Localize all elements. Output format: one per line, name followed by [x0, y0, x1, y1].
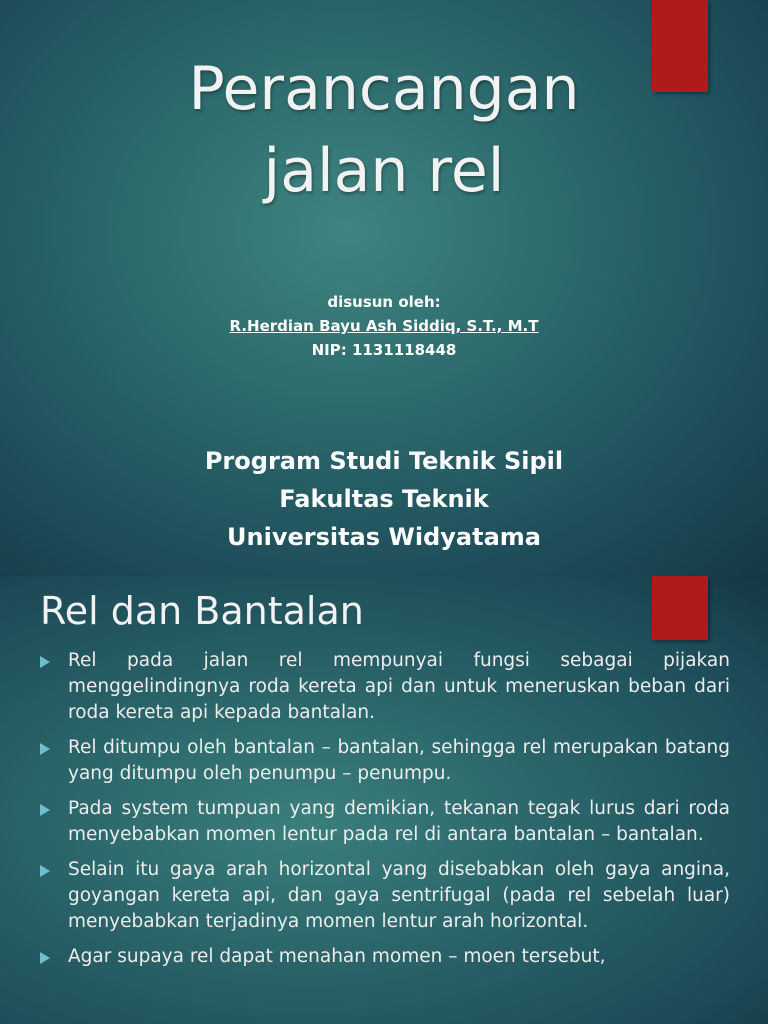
- slide-title: [0, 48, 768, 212]
- bullet-text: Selain itu gaya arah horizontal yang disebabkan oleh gaya angina, goyangan kereta api, dan gaya sentrifugal (pada rel sebelah luar) menyebabkan terjadinya momen lentur arah horizontal.: [68, 859, 730, 932]
- author-block: [0, 290, 768, 362]
- author-nip: NIP: 1131118448: [311, 341, 457, 359]
- triangle-bullet-icon: [40, 743, 50, 755]
- red-accent-tab: [652, 576, 708, 640]
- bullet-item: [40, 944, 730, 970]
- bullet-text: Pada system tumpuan yang demikian, tekanan tegak lurus dari roda menyebabkan momen lentur pada rel di antara bantalan – bantalan.: [68, 798, 730, 845]
- faculty-name: Fakultas Teknik: [279, 485, 489, 513]
- triangle-bullet-icon: [40, 952, 50, 964]
- triangle-bullet-icon: [40, 656, 50, 668]
- bullet-text: Rel ditumpu oleh bantalan – bantalan, sehingga rel merupakan batang yang ditumpu oleh penumpu – penumpu.: [68, 737, 730, 784]
- triangle-bullet-icon: [40, 865, 50, 877]
- bullet-item: [40, 796, 730, 848]
- bullet-text: Rel pada jalan rel mempunyai fungsi sebagai pijakan menggelindingnya roda kereta api dan untuk meneruskan beban dari roda kereta api kepada bantalan.: [68, 650, 730, 723]
- author-name: R.Herdian Bayu Ash Siddiq, S.T., M.T: [229, 317, 539, 335]
- university-name: Universitas Widyatama: [227, 523, 541, 551]
- bullet-item: [40, 648, 730, 726]
- triangle-bullet-icon: [40, 804, 50, 816]
- institution-block: [0, 442, 768, 556]
- title-line-1: Perancangan: [188, 54, 580, 124]
- slide-heading: Rel dan Bantalan: [40, 589, 364, 633]
- author-label: disusun oleh:: [327, 293, 441, 311]
- bullet-item: [40, 735, 730, 787]
- title-line-2: jalan rel: [263, 136, 505, 206]
- bullet-item: [40, 857, 730, 935]
- bullet-text: Agar supaya rel dapat menahan momen – moen tersebut,: [68, 946, 606, 967]
- program-name: Program Studi Teknik Sipil: [204, 447, 564, 475]
- bullet-list: [40, 648, 730, 979]
- content-slide: [0, 576, 768, 1024]
